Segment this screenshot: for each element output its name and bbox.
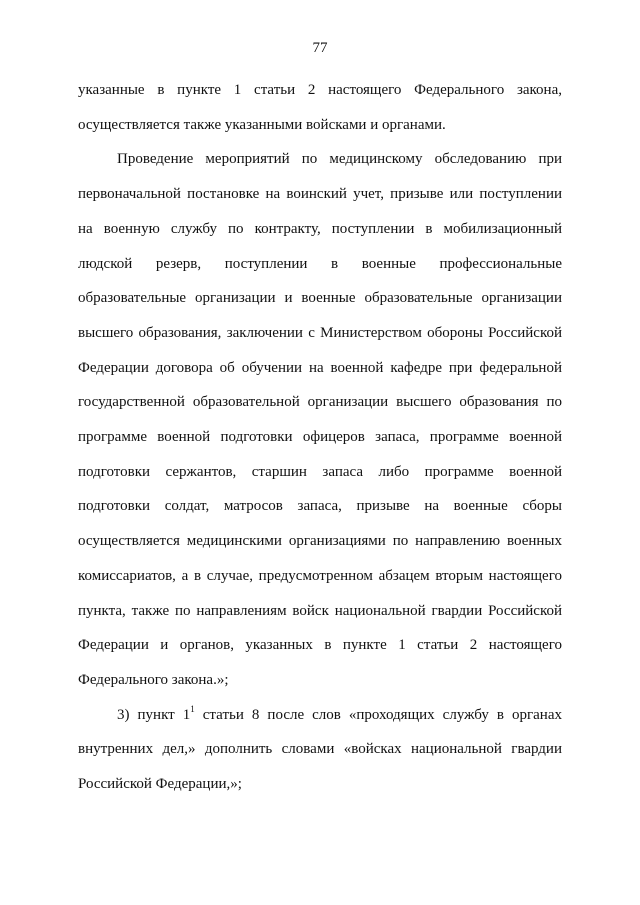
superscript-index: 1 — [190, 703, 195, 714]
paragraph-amendment-3 — [78, 698, 562, 802]
page-number: 77 — [312, 40, 328, 56]
amendment-text: статьи 8 после слов «проходящих службу в органах внутренних дел,» дополнить словами «войсках национальной гвардии Российской Федерации,»; — [78, 706, 562, 793]
paragraph-medical-examination: Проведение мероприятий по медицинскому обследованию при первоначальной постановке на воинский учет, призыве или поступлении на военную службу по контракту, поступлении в мобилизационный людской резерв, поступлении в военные профессиональные образовательные организации и военные образовательные организации высшего образования, заключении с Министерством обороны Российской Федерации договора об обучении на военной кафедре при федеральной государственной образовательной организации высшего образования по программе военной подготовки офицеров запаса, программе военной подготовки сержантов, старшин запаса либо программе военной подготовки солдат, матросов запаса, призыве на военные сборы осуществляется медицинскими организациями по направлению военных комиссариатов, а в случае, предусмотренном абзацем вторым настоящего пункта, также по направлениям войск национальной гвардии Российской Федерации и органов, указанных в пункте 1 статьи 2 настоящего Федерального закона.»; — [78, 151, 562, 688]
amendment-prefix: 3) пункт 1 — [117, 706, 191, 723]
document-body — [78, 73, 562, 802]
paragraph-continuation: указанные в пункте 1 статьи 2 настоящего Федерального закона, осуществляется также указанными войсками и органами. — [78, 82, 562, 133]
